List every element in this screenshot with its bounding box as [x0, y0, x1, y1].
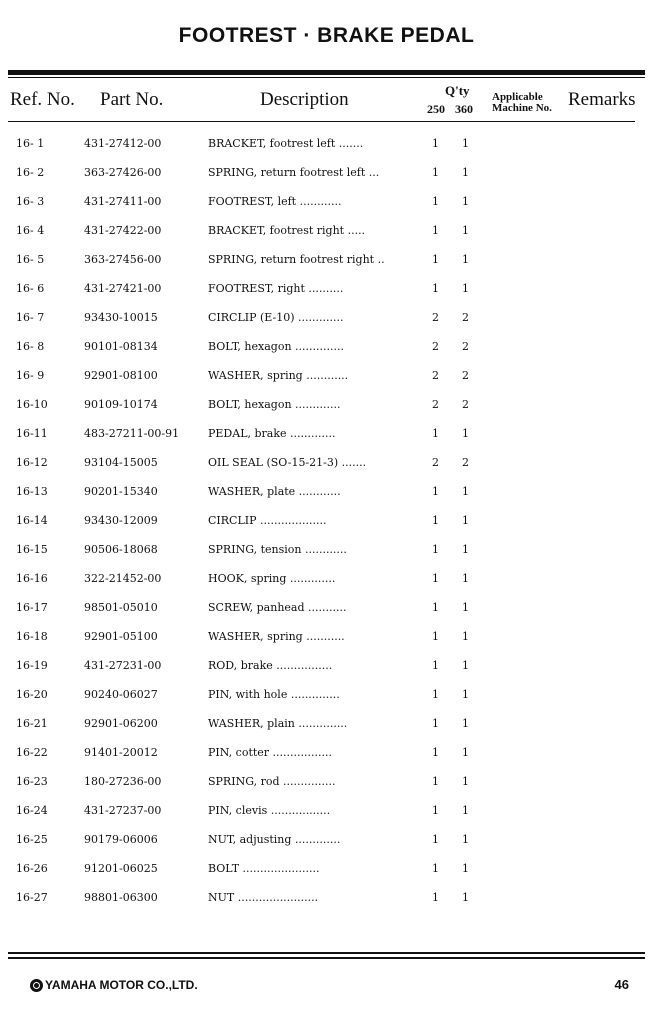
part-no-cell: 90179-06006 [84, 833, 158, 846]
ref-no-cell: 16-24 [16, 804, 48, 817]
qty-250-cell: 1 [432, 485, 439, 498]
table-row [0, 247, 653, 276]
qty-250-cell: 1 [432, 601, 439, 614]
ref-no-cell: 16-14 [16, 514, 48, 527]
qty-250-cell: 1 [432, 804, 439, 817]
company-name: YAMAHA MOTOR CO.,LTD. [45, 978, 198, 992]
description-cell: WASHER, plate ............ [208, 485, 341, 498]
part-no-cell: 91401-20012 [84, 746, 158, 759]
part-no-cell: 431-27237-00 [84, 804, 162, 817]
table-row [0, 160, 653, 189]
qty-360-cell: 1 [462, 224, 469, 237]
qty-250-cell: 1 [432, 224, 439, 237]
table-row [0, 421, 653, 450]
qty-360-cell: 1 [462, 543, 469, 556]
ref-no-cell: 16-20 [16, 688, 48, 701]
qty-250-cell: 1 [432, 775, 439, 788]
header-ref-no: Ref. No. [10, 89, 75, 110]
table-row [0, 566, 653, 595]
top-rule [8, 70, 645, 75]
description-cell: SCREW, panhead ........... [208, 601, 347, 614]
description-cell: WASHER, plain .............. [208, 717, 348, 730]
description-cell: PIN, clevis ................. [208, 804, 331, 817]
description-cell: CIRCLIP (E-10) ............. [208, 311, 344, 324]
part-no-cell: 180-27236-00 [84, 775, 162, 788]
header-qty-250: 250 [427, 102, 445, 116]
qty-250-cell: 1 [432, 659, 439, 672]
table-row [0, 856, 653, 885]
qty-360-cell: 2 [462, 456, 469, 469]
qty-250-cell: 1 [432, 572, 439, 585]
description-cell: SPRING, return footrest left ... [208, 166, 380, 179]
table-row [0, 131, 653, 160]
ref-no-cell: 16-10 [16, 398, 48, 411]
qty-360-cell: 1 [462, 427, 469, 440]
description-cell: FOOTREST, left ............ [208, 195, 342, 208]
qty-360-cell: 1 [462, 862, 469, 875]
qty-250-cell: 2 [432, 398, 439, 411]
table-row [0, 740, 653, 769]
part-no-cell: 98801-06300 [84, 891, 158, 904]
description-cell: ROD, brake ................ [208, 659, 333, 672]
top-rule-thin [8, 77, 645, 78]
qty-250-cell: 1 [432, 746, 439, 759]
qty-360-cell: 2 [462, 369, 469, 382]
qty-250-cell: 1 [432, 543, 439, 556]
ref-no-cell: 16-22 [16, 746, 48, 759]
part-no-cell: 98501-05010 [84, 601, 158, 614]
description-cell: PEDAL, brake ............. [208, 427, 336, 440]
bottom-rule [8, 952, 645, 954]
bottom-rule-2 [8, 957, 645, 959]
part-no-cell: 90240-06027 [84, 688, 158, 701]
part-no-cell: 431-27422-00 [84, 224, 162, 237]
part-no-cell: 431-27412-00 [84, 137, 162, 150]
ref-no-cell: 16-11 [16, 427, 48, 440]
part-no-cell: 363-27456-00 [84, 253, 162, 266]
qty-360-cell: 1 [462, 601, 469, 614]
qty-360-cell: 1 [462, 166, 469, 179]
ref-no-cell: 16- 1 [16, 137, 45, 150]
company-logo [30, 978, 198, 992]
header-applicable: Applicable [492, 91, 543, 103]
page-title: FOOTREST · BRAKE PEDAL [178, 24, 475, 47]
header-part-no: Part No. [100, 89, 164, 110]
qty-250-cell: 2 [432, 340, 439, 353]
ref-no-cell: 16- 6 [16, 282, 45, 295]
table-row [0, 218, 653, 247]
page-number: 46 [614, 977, 629, 992]
description-cell: SPRING, rod ............... [208, 775, 336, 788]
ref-no-cell: 16- 4 [16, 224, 45, 237]
ref-no-cell: 16-21 [16, 717, 48, 730]
qty-360-cell: 1 [462, 717, 469, 730]
qty-360-cell: 1 [462, 630, 469, 643]
description-cell: BRACKET, footrest right ..... [208, 224, 366, 237]
ref-no-cell: 16-26 [16, 862, 48, 875]
part-no-cell: 483-27211-00-91 [84, 427, 180, 440]
table-row [0, 711, 653, 740]
table-row [0, 363, 653, 392]
description-cell: BOLT, hexagon ............. [208, 398, 341, 411]
qty-360-cell: 2 [462, 311, 469, 324]
part-no-cell: 90101-08134 [84, 340, 158, 353]
header-qty: Q'ty [445, 83, 470, 98]
table-row [0, 537, 653, 566]
qty-250-cell: 1 [432, 833, 439, 846]
description-cell: WASHER, spring ............ [208, 369, 349, 382]
ref-no-cell: 16-17 [16, 601, 48, 614]
table-row [0, 885, 653, 914]
part-no-cell: 93430-10015 [84, 311, 158, 324]
parts-table [0, 131, 653, 914]
qty-360-cell: 1 [462, 137, 469, 150]
ref-no-cell: 16-19 [16, 659, 48, 672]
table-row [0, 276, 653, 305]
ref-no-cell: 16- 9 [16, 369, 45, 382]
ref-no-cell: 16-18 [16, 630, 48, 643]
header-description: Description [260, 89, 349, 110]
table-row [0, 508, 653, 537]
part-no-cell: 363-27426-00 [84, 166, 162, 179]
part-no-cell: 90201-15340 [84, 485, 158, 498]
qty-360-cell: 1 [462, 572, 469, 585]
part-no-cell: 92901-08100 [84, 369, 158, 382]
header-machine-no: Machine No. [492, 102, 552, 114]
qty-250-cell: 1 [432, 862, 439, 875]
description-cell: PIN, cotter ................. [208, 746, 332, 759]
part-no-cell: 431-27421-00 [84, 282, 162, 295]
table-row [0, 624, 653, 653]
table-row [0, 392, 653, 421]
table-row [0, 305, 653, 334]
part-no-cell: 93104-15005 [84, 456, 158, 469]
description-cell: CIRCLIP ................... [208, 514, 327, 527]
table-row [0, 334, 653, 363]
qty-250-cell: 1 [432, 253, 439, 266]
qty-360-cell: 1 [462, 195, 469, 208]
table-row [0, 595, 653, 624]
table-row [0, 682, 653, 711]
qty-250-cell: 1 [432, 891, 439, 904]
ref-no-cell: 16- 8 [16, 340, 45, 353]
qty-250-cell: 1 [432, 195, 439, 208]
qty-360-cell: 1 [462, 804, 469, 817]
qty-360-cell: 2 [462, 398, 469, 411]
qty-250-cell: 2 [432, 456, 439, 469]
part-no-cell: 90109-10174 [84, 398, 158, 411]
ref-no-cell: 16-13 [16, 485, 48, 498]
table-row [0, 653, 653, 682]
table-row [0, 769, 653, 798]
description-cell: PIN, with hole .............. [208, 688, 340, 701]
qty-250-cell: 2 [432, 369, 439, 382]
ref-no-cell: 16-27 [16, 891, 48, 904]
qty-250-cell: 1 [432, 717, 439, 730]
description-cell: SPRING, return footrest right .. [208, 253, 385, 266]
table-row [0, 479, 653, 508]
part-no-cell: 91201-06025 [84, 862, 158, 875]
description-cell: BOLT, hexagon .............. [208, 340, 344, 353]
qty-250-cell: 1 [432, 137, 439, 150]
qty-360-cell: 1 [462, 485, 469, 498]
qty-360-cell: 1 [462, 514, 469, 527]
qty-250-cell: 1 [432, 514, 439, 527]
description-cell: SPRING, tension ............ [208, 543, 347, 556]
table-row [0, 450, 653, 479]
ref-no-cell: 16-23 [16, 775, 48, 788]
qty-360-cell: 1 [462, 253, 469, 266]
description-cell: HOOK, spring ............. [208, 572, 336, 585]
qty-360-cell: 1 [462, 833, 469, 846]
qty-360-cell: 2 [462, 340, 469, 353]
part-no-cell: 90506-18068 [84, 543, 158, 556]
qty-250-cell: 1 [432, 630, 439, 643]
ref-no-cell: 16- 3 [16, 195, 45, 208]
header-qty-360: 360 [455, 102, 473, 116]
description-cell: BRACKET, footrest left ....... [208, 137, 364, 150]
description-cell: OIL SEAL (SO-15-21-3) ....... [208, 456, 367, 469]
description-cell: FOOTREST, right .......... [208, 282, 344, 295]
header-remarks: Remarks [568, 89, 636, 110]
part-no-cell: 92901-05100 [84, 630, 158, 643]
ref-no-cell: 16-12 [16, 456, 48, 469]
qty-360-cell: 1 [462, 891, 469, 904]
qty-360-cell: 1 [462, 746, 469, 759]
part-no-cell: 431-27411-00 [84, 195, 162, 208]
description-cell: NUT, adjusting ............. [208, 833, 341, 846]
description-cell: WASHER, spring ........... [208, 630, 345, 643]
qty-250-cell: 1 [432, 427, 439, 440]
ref-no-cell: 16- 2 [16, 166, 45, 179]
ref-no-cell: 16-15 [16, 543, 48, 556]
part-no-cell: 92901-06200 [84, 717, 158, 730]
table-row [0, 798, 653, 827]
qty-250-cell: 1 [432, 166, 439, 179]
qty-250-cell: 1 [432, 282, 439, 295]
table-row [0, 827, 653, 856]
description-cell: NUT ....................... [208, 891, 319, 904]
ref-no-cell: 16- 5 [16, 253, 45, 266]
header-rule [8, 121, 635, 122]
ref-no-cell: 16-16 [16, 572, 48, 585]
part-no-cell: 93430-12009 [84, 514, 158, 527]
part-no-cell: 431-27231-00 [84, 659, 162, 672]
ref-no-cell: 16-25 [16, 833, 48, 846]
qty-360-cell: 1 [462, 775, 469, 788]
qty-250-cell: 2 [432, 311, 439, 324]
description-cell: BOLT ...................... [208, 862, 320, 875]
qty-250-cell: 1 [432, 688, 439, 701]
yamaha-emblem-icon [30, 979, 43, 992]
part-no-cell: 322-21452-00 [84, 572, 162, 585]
ref-no-cell: 16- 7 [16, 311, 45, 324]
qty-360-cell: 1 [462, 688, 469, 701]
qty-360-cell: 1 [462, 659, 469, 672]
table-row [0, 189, 653, 218]
qty-360-cell: 1 [462, 282, 469, 295]
